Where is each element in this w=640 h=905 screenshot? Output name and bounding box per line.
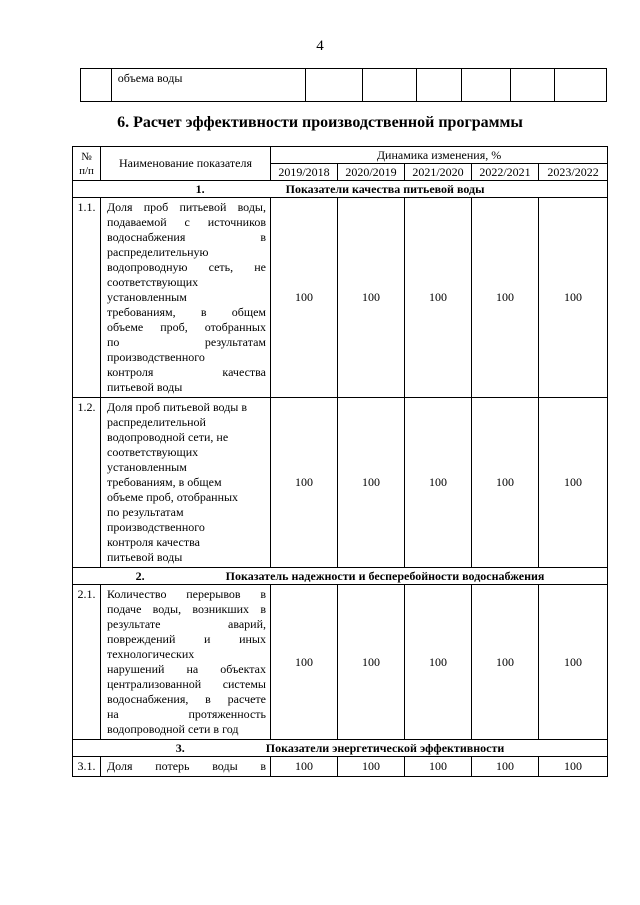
header-row bbox=[73, 147, 608, 164]
header-year: 2023/2022 bbox=[539, 164, 608, 181]
name-line: повреждений и иных bbox=[107, 632, 266, 646]
continuation-text: объема воды bbox=[111, 69, 305, 102]
header-year: 2020/2019 bbox=[338, 164, 405, 181]
name-line: распределительную bbox=[107, 245, 209, 259]
table-cell bbox=[510, 69, 555, 102]
name-line: централизованной системы bbox=[107, 677, 266, 691]
group-heading bbox=[73, 181, 608, 198]
name-line: производственного bbox=[107, 520, 205, 534]
table-row bbox=[73, 198, 608, 398]
value-cell: 100 bbox=[271, 585, 338, 740]
group-title: Показатель надежности и бесперебойности водоснабжения bbox=[225, 568, 545, 583]
value-cell: 100 bbox=[271, 198, 338, 398]
group-number: 2. bbox=[135, 568, 145, 583]
name-line: технологических bbox=[107, 647, 195, 661]
row-number: 1.1. bbox=[73, 198, 101, 398]
table-row bbox=[73, 585, 608, 740]
header-dynamics: Динамика изменения, % bbox=[271, 147, 608, 164]
table-cell bbox=[81, 69, 112, 102]
name-line: установленным bbox=[107, 460, 187, 474]
table-cell bbox=[362, 69, 417, 102]
name-line: результате аварий, bbox=[107, 617, 266, 631]
group-row bbox=[73, 568, 608, 585]
name-line: водоснабжения в bbox=[107, 230, 266, 244]
name-line: Доля потерь воды в bbox=[107, 759, 266, 773]
indicator-name bbox=[101, 757, 271, 777]
table-cell bbox=[305, 69, 362, 102]
name-line: подаваемой с источников bbox=[107, 215, 266, 229]
name-line: по результатам bbox=[107, 335, 266, 349]
group-title: Показатели энергетической эффективности bbox=[265, 740, 505, 755]
name-line: требованиям, в общем bbox=[107, 475, 222, 489]
name-line: подаче воды, возникших в bbox=[107, 602, 266, 616]
value-cell: 100 bbox=[472, 757, 539, 777]
table-row bbox=[73, 757, 608, 777]
name-line: Количество перерывов в bbox=[107, 587, 266, 601]
name-line: требованиям, в общем bbox=[107, 305, 266, 319]
value-cell: 100 bbox=[338, 585, 405, 740]
group-heading bbox=[73, 740, 608, 757]
page-number: 4 bbox=[316, 38, 324, 54]
name-line: соответствующих bbox=[107, 275, 199, 289]
value-cell: 100 bbox=[472, 398, 539, 568]
continuation-table bbox=[80, 68, 607, 102]
name-line: питьевой воды bbox=[107, 550, 183, 564]
name-line: Доля проб питьевой воды в bbox=[107, 400, 248, 414]
value-cell: 100 bbox=[472, 198, 539, 398]
name-line: водопроводной сети в год bbox=[107, 722, 239, 736]
value-cell: 100 bbox=[271, 757, 338, 777]
name-line: по результатам bbox=[107, 505, 184, 519]
header-year: 2019/2018 bbox=[271, 164, 338, 181]
name-line: контроля качества bbox=[107, 535, 200, 549]
value-cell: 100 bbox=[271, 398, 338, 568]
header-year: 2021/2020 bbox=[405, 164, 472, 181]
value-cell: 100 bbox=[539, 398, 608, 568]
name-line: на протяженность bbox=[107, 707, 266, 721]
name-line: контроля качества bbox=[107, 365, 266, 379]
value-cell: 100 bbox=[338, 757, 405, 777]
section-title: 6. Расчет эффективности производственной программы bbox=[117, 114, 523, 131]
value-cell: 100 bbox=[405, 757, 472, 777]
value-cell: 100 bbox=[405, 585, 472, 740]
group-title: Показатели качества питьевой воды bbox=[285, 181, 485, 196]
value-cell: 100 bbox=[539, 198, 608, 398]
indicator-name bbox=[101, 585, 271, 740]
name-line: водопроводную сеть, не bbox=[107, 260, 266, 274]
name-line: объеме проб, отобранных bbox=[107, 490, 239, 504]
table-cell bbox=[417, 69, 462, 102]
name-line: нарушений на объектах bbox=[107, 662, 266, 676]
name-line: питьевой воды bbox=[107, 380, 183, 394]
indicator-name bbox=[101, 398, 271, 568]
name-line: распределительной bbox=[107, 415, 206, 429]
value-cell: 100 bbox=[472, 585, 539, 740]
header-year: 2022/2021 bbox=[472, 164, 539, 181]
group-number: 3. bbox=[175, 740, 185, 755]
group-row bbox=[73, 181, 608, 198]
value-cell: 100 bbox=[539, 585, 608, 740]
name-line: водопроводной сети, не bbox=[107, 430, 229, 444]
value-cell: 100 bbox=[338, 398, 405, 568]
name-line: соответствующих bbox=[107, 445, 199, 459]
group-number: 1. bbox=[195, 181, 205, 196]
name-line: объеме проб, отобранных bbox=[107, 320, 266, 334]
header-number-cell bbox=[73, 147, 101, 181]
row-number: 3.1. bbox=[73, 757, 101, 777]
row-number: 1.2. bbox=[73, 398, 101, 568]
value-cell: 100 bbox=[405, 198, 472, 398]
efficiency-table bbox=[72, 146, 608, 777]
group-row bbox=[73, 740, 608, 757]
table-row bbox=[81, 69, 607, 102]
header-number-sublabel: п/п bbox=[79, 164, 94, 177]
name-line: производственного bbox=[107, 350, 205, 364]
value-cell: 100 bbox=[405, 398, 472, 568]
header-name: Наименование показателя bbox=[101, 147, 271, 181]
name-line: установленным bbox=[107, 290, 187, 304]
indicator-name bbox=[101, 198, 271, 398]
group-heading bbox=[73, 568, 608, 585]
table-cell bbox=[555, 69, 607, 102]
row-number: 2.1. bbox=[73, 585, 101, 740]
value-cell: 100 bbox=[539, 757, 608, 777]
value-cell: 100 bbox=[338, 198, 405, 398]
name-line: Доля проб питьевой воды, bbox=[107, 200, 266, 214]
header-number-label: № bbox=[81, 150, 92, 163]
name-line: водоснабжения, в расчете bbox=[107, 692, 266, 706]
table-row bbox=[73, 398, 608, 568]
table-cell bbox=[461, 69, 510, 102]
